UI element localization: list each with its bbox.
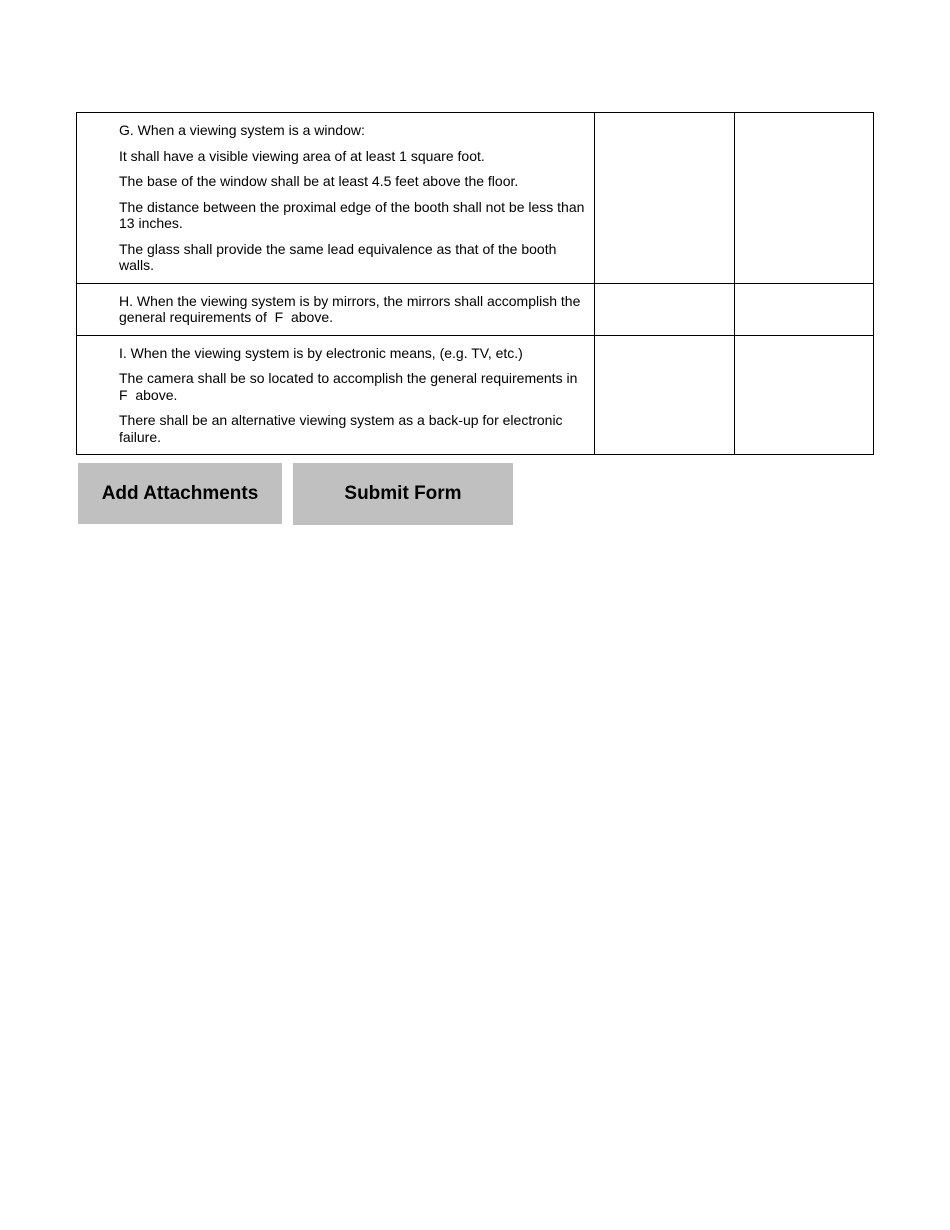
requirement-item: The glass shall provide the same lead equivalence as that of the booth walls. bbox=[119, 240, 557, 273]
requirement-heading-i: I. When the viewing system is by electronic means, (e.g. TV, etc.) bbox=[119, 344, 523, 361]
answer-field-h-col1[interactable] bbox=[594, 283, 734, 335]
answer-field-g-col2[interactable] bbox=[734, 113, 873, 284]
answer-field-h-col2[interactable] bbox=[734, 283, 873, 335]
submit-form-button[interactable]: Submit Form bbox=[293, 463, 513, 525]
requirement-row-i bbox=[77, 335, 874, 455]
answer-field-i-col1[interactable] bbox=[594, 335, 734, 455]
requirement-row-h bbox=[77, 283, 874, 335]
requirement-heading-h: H. When the viewing system is by mirrors, the mirrors shall accomplish the general requirements of F above. bbox=[119, 292, 585, 325]
requirement-text-g bbox=[77, 113, 595, 284]
requirement-row-g bbox=[77, 113, 874, 284]
requirement-item: The distance between the proximal edge of the booth shall not be less than 13 inches. bbox=[119, 198, 585, 231]
answer-field-i-col2[interactable] bbox=[734, 335, 873, 455]
add-attachments-button[interactable]: Add Attachments bbox=[78, 463, 282, 524]
requirements-table bbox=[76, 112, 874, 455]
requirement-text-h bbox=[77, 283, 595, 335]
requirement-heading-g: G. When a viewing system is a window: bbox=[119, 122, 365, 138]
answer-field-g-col1[interactable] bbox=[594, 113, 734, 284]
requirement-item: There shall be an alternative viewing system as a back-up for electronic failure. bbox=[119, 412, 563, 445]
requirement-item: It shall have a visible viewing area of at least 1 square foot. bbox=[119, 147, 485, 164]
requirement-item: The camera shall be so located to accomplish the general requirements in F above. bbox=[119, 370, 586, 403]
requirement-text-i bbox=[77, 335, 595, 455]
requirement-item: The base of the window shall be at least 4.5 feet above the floor. bbox=[119, 173, 519, 189]
